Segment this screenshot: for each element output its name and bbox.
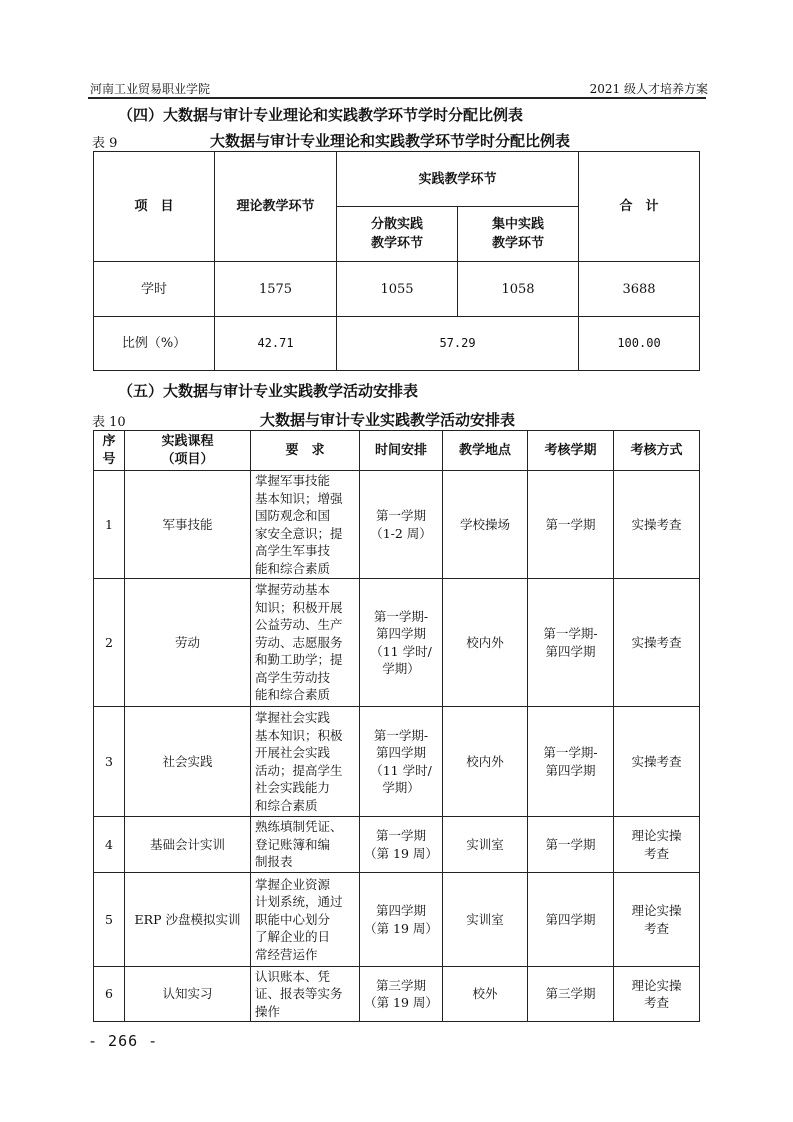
header-total: 合 计: [579, 152, 700, 262]
table-row: [94, 873, 700, 967]
cell-total-ratio: 100.00: [579, 317, 700, 371]
table-9-title: 大数据与审计专业理论和实践教学环节学时分配比例表: [210, 132, 571, 150]
cell-term: 第一学期- 第四学期: [528, 579, 614, 707]
row-label: 比例（%）: [94, 317, 215, 371]
cell-course: 劳动: [125, 579, 251, 707]
header-requirement: 要 求: [251, 431, 360, 471]
cell-time: 第一学期- 第四学期 （11 学时/ 学期）: [360, 579, 443, 707]
cell-course: 军事技能: [125, 471, 251, 579]
cell-term: 第一学期: [528, 471, 614, 579]
table-row: [94, 707, 700, 817]
cell-requirement: 认识账本、凭 证、报表等实务 操作: [251, 967, 360, 1022]
table-row: [94, 579, 700, 707]
header-item: 项 目: [94, 152, 215, 262]
cell-place: 实训室: [443, 817, 528, 873]
cell-place: 实训室: [443, 873, 528, 967]
cell-method: 实操考查: [614, 707, 700, 817]
section-4-heading: （四）大数据与审计专业理论和实践教学环节学时分配比例表: [118, 106, 524, 124]
cell-no: 1: [94, 471, 125, 579]
table-row: [94, 967, 700, 1022]
header-rule: [88, 97, 706, 99]
cell-time: 第一学期 （1-2 周）: [360, 471, 443, 579]
header-theory: 理论教学环节: [215, 152, 337, 262]
cell-method: 实操考查: [614, 579, 700, 707]
cell-requirement: 掌握军事技能 基本知识；增强 国防观念和国 家安全意识；提 高学生军事技 能和综合素质: [251, 471, 360, 579]
cell-method: 理论实操 考查: [614, 873, 700, 967]
cell-time: 第一学期 （第 19 周）: [360, 817, 443, 873]
table-row: [94, 317, 700, 371]
table-10-title: 大数据与审计专业实践教学活动安排表: [260, 411, 516, 429]
cell-term: 第三学期: [528, 967, 614, 1022]
header-term: 考核学期: [528, 431, 614, 471]
header-method: 考核方式: [614, 431, 700, 471]
header-no: 序 号: [94, 431, 125, 471]
cell-place: 校内外: [443, 707, 528, 817]
header-time: 时间安排: [360, 431, 443, 471]
practice-activities-table: [93, 430, 700, 1022]
cell-time: 第一学期- 第四学期 （11 学时/ 学期）: [360, 707, 443, 817]
header-plan-title: 2021 级人才培养方案: [589, 82, 708, 96]
cell-term: 第一学期: [528, 817, 614, 873]
cell-time: 第四学期 （第 19 周）: [360, 873, 443, 967]
cell-place: 校内外: [443, 579, 528, 707]
cell-requirement: 熟练填制凭证、 登记账簿和编 制报表: [251, 817, 360, 873]
cell-place: 校外: [443, 967, 528, 1022]
cell-theory-ratio: 42.71: [215, 317, 337, 371]
cell-theory-hours: 1575: [215, 262, 337, 317]
section-5-heading: （五）大数据与审计专业实践教学活动安排表: [118, 382, 419, 400]
header-school-name: 河南工业贸易职业学院: [90, 82, 211, 96]
cell-practice-ratio: 57.29: [337, 317, 579, 371]
cell-dispersed-hours: 1055: [337, 262, 458, 317]
table-row: [94, 262, 700, 317]
cell-total-hours: 3688: [579, 262, 700, 317]
table-10-label: 表 10: [92, 415, 126, 430]
header-concentrated-practice: 集中实践 教学环节: [458, 207, 579, 262]
cell-place: 学校操场: [443, 471, 528, 579]
cell-method: 理论实操 考查: [614, 967, 700, 1022]
cell-requirement: 掌握劳动基本 知识；积极开展 公益劳动、生产 劳动、志愿服务 和勤工助学；提 高学生劳动技 能和综合素质: [251, 579, 360, 707]
cell-requirement: 掌握社会实践 基本知识；积极 开展社会实践 活动；提高学生 社会实践能力 和综合素质: [251, 707, 360, 817]
cell-term: 第四学期: [528, 873, 614, 967]
cell-requirement: 掌握企业资源 计划系统，通过 职能中心划分 了解企业的日 常经营运作: [251, 873, 360, 967]
cell-course: ERP 沙盘模拟实训: [125, 873, 251, 967]
cell-no: 6: [94, 967, 125, 1022]
header-course: 实践课程 （项目）: [125, 431, 251, 471]
cell-term: 第一学期- 第四学期: [528, 707, 614, 817]
cell-course: 认知实习: [125, 967, 251, 1022]
page-number: - 266 -: [88, 1032, 159, 1050]
cell-method: 理论实操 考查: [614, 817, 700, 873]
cell-method: 实操考查: [614, 471, 700, 579]
header-place: 教学地点: [443, 431, 528, 471]
cell-no: 5: [94, 873, 125, 967]
table-9-label: 表 9: [92, 136, 118, 151]
cell-time: 第三学期 （第 19 周）: [360, 967, 443, 1022]
cell-no: 4: [94, 817, 125, 873]
header-dispersed-practice: 分散实践 教学环节: [337, 207, 458, 262]
cell-course: 基础会计实训: [125, 817, 251, 873]
row-label: 学时: [94, 262, 215, 317]
table-row: [94, 471, 700, 579]
cell-no: 2: [94, 579, 125, 707]
cell-concentrated-hours: 1058: [458, 262, 579, 317]
cell-no: 3: [94, 707, 125, 817]
header-practice: 实践教学环节: [337, 152, 579, 207]
cell-course: 社会实践: [125, 707, 251, 817]
hours-ratio-table: [93, 151, 700, 371]
table-row: [94, 817, 700, 873]
